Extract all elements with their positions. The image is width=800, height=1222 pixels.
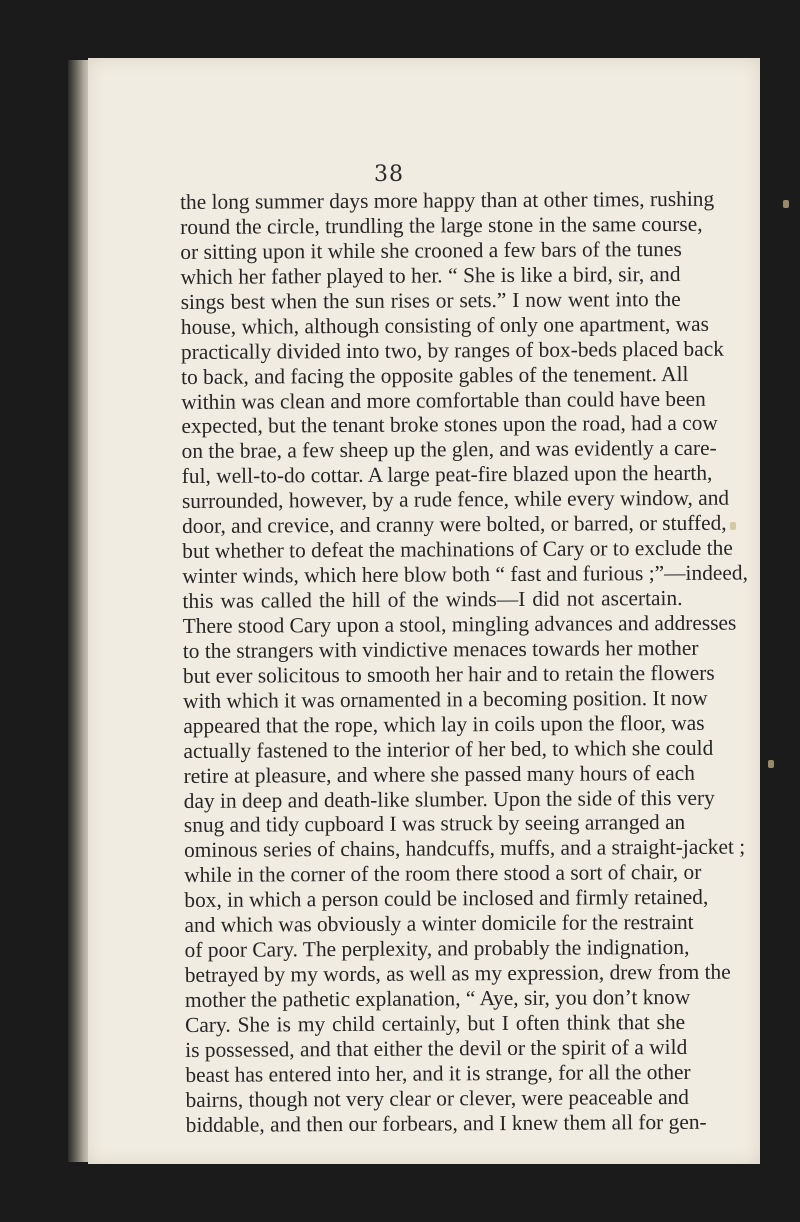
book-page (88, 58, 760, 1164)
text-line: Cary. She is my child certainly, but I often think that she (185, 1009, 686, 1037)
text-line: mother the pathetic explanation, “ Aye, sir, you don’t know (184, 984, 691, 1012)
text-line: with which it was ornamented in a becoming position. It now (183, 685, 708, 713)
text-line: or sitting upon it while she crooned a few bars of the tunes (180, 236, 682, 264)
text-line: round the circle, trundling the large stone in the same course, (180, 211, 703, 239)
margin-mark (783, 200, 789, 208)
text-line: but ever solicitous to smooth her hair and to retain the flowers (182, 660, 715, 688)
text-line: box, in which a person could be inclosed and firmly retained, (184, 885, 709, 913)
margin-mark (768, 760, 774, 768)
text-line: of poor Cary. The perplexity, and probably the indignation, (184, 935, 690, 963)
text-line: bairns, though not very clear or clever, were peaceable and (185, 1084, 689, 1112)
text-line: ominous series of chains, handcuffs, muffs, and a straight-jacket ; (183, 834, 746, 863)
text-line: betrayed by my words, as well as my expression, drew from the (184, 959, 731, 988)
text-line: house, which, although consisting of only one apartment, was (180, 311, 710, 339)
text-line: to back, and facing the opposite gables of the tenement. All (181, 361, 689, 389)
text-line: expected, but the tenant broke stones upon the road, had a cow (181, 411, 718, 439)
text-line: winter winds, which here blow both “ fast and furious ;”—indeed, (182, 560, 748, 589)
text-line: within was clean and more comfortable than could have been (181, 386, 706, 414)
text-line: door, and crevice, and cranny were bolted, or barred, or stuffed, (181, 510, 727, 539)
text-line: the long summer days more happy than at other times, rushing (180, 186, 715, 214)
text-line: surrounded, however, by a rude fence, while every window, and (181, 485, 730, 514)
text-line: retire at pleasure, and where she passed many hours of each (183, 760, 696, 788)
text-line: practically divided into two, by ranges of box-beds placed back (180, 336, 724, 364)
text-line: while in the corner of the room there stood a sort of chair, or (184, 860, 702, 888)
text-line: actually fastened to the interior of her bed, to which she could (183, 735, 714, 763)
text-line: appeared that the rope, which lay in coils upon the floor, was (183, 710, 705, 738)
margin-mark (730, 522, 736, 530)
page-number: 38 (374, 162, 404, 187)
text-line: but whether to defeat the machinations of Cary or to exclude the (182, 535, 733, 564)
text-line: There stood Cary upon a stool, mingling advances and addresses (182, 610, 737, 638)
text-line: which her father played to her. “ She is like a bird, sir, and (180, 261, 681, 289)
text-line: is possessed, and that either the devil or the spirit of a wild (185, 1034, 688, 1062)
text-line: on the brae, a few sheep up the glen, and was evidently a care- (181, 436, 717, 464)
text-line: this was called the hill of the winds—I did not ascertain. (182, 585, 683, 613)
text-line: snug and tidy cupboard I was struck by seeing arranged an (183, 810, 686, 838)
text-line: day in deep and death-like slumber. Upon the side of this very (183, 785, 715, 813)
text-line: sings best when the sun rises or sets.” I now went into the (180, 286, 681, 314)
text-line: to the strangers with vindictive menaces towards her mother (182, 635, 699, 663)
text-line: and which was obviously a winter domicile for the restraint (184, 910, 694, 938)
text-line: ful, well-to-do cottar. A large peat-fire blazed upon the hearth, (181, 461, 713, 489)
body-text (180, 186, 748, 1138)
text-line: biddable, and then our forbears, and I knew them all for gen- (185, 1109, 707, 1137)
text-line: beast has entered into her, and it is strange, for all the other (185, 1059, 691, 1087)
